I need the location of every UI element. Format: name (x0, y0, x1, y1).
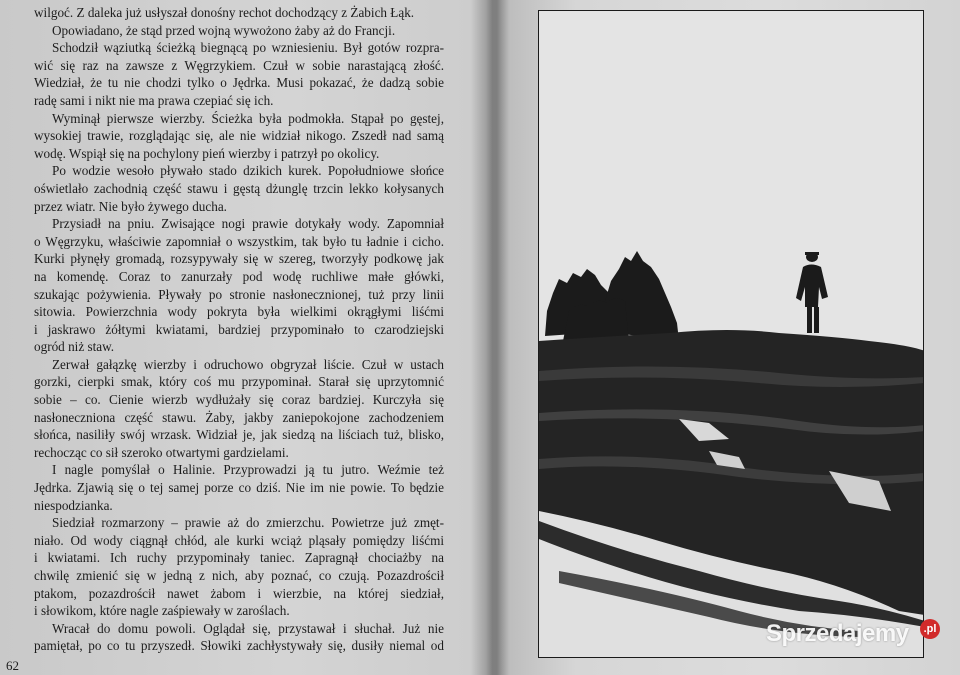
text-line: Przysiadł na pniu. Zwisające nogi prawie dotykały wody. Zapomniał (52, 216, 444, 232)
text-line: i słowikom, które nagle zaśpiewały w zaroślach. (34, 603, 290, 619)
text-line: wysokiej trawie, rozglądając się, ale nie widział nikogo. Zszedł nad samą (34, 128, 444, 144)
text-line: pamiętał, po co tu przyszedł. Słowiki zachłystywały się, dusiły niemal od (34, 638, 444, 654)
text-line: radę sami i nikt nie ma prawa czepiać się ich. (34, 92, 274, 108)
text-line: chwilę zmienić się w jedną z nich, aby poznać, co czują. Pozazdrościł (34, 568, 444, 583)
text-line: wić się raz na zawsze z Węgrzykiem. Czuł w sobie narastającą złość. (34, 57, 444, 73)
text-line: Siedział rozmarzony – prawie aż do zmierzchu. Powietrze już zmęt- (52, 515, 444, 531)
text-line: wilgoć. Z daleka już usłyszał donośny rechot dochodzący z Żabich Łąk. (34, 5, 415, 20)
text-line: niało. Od wody ciągnął chłód, ale kurki wciąż pląsały pomiędzy liśćmi (34, 532, 444, 548)
page-number: 62 (6, 658, 19, 673)
watermark-text: Sprzedajemy (766, 620, 909, 647)
text-line: Wyminął pierwsze wierzby. Ścieżka była podmokła. Stąpał po gęstej, (52, 110, 444, 126)
text-line: niespodzianka. (34, 497, 113, 513)
text-line: oświetlało zachodnią część stawu i gęstą dżunglę trzcin lekko kołysanych (34, 180, 444, 196)
text-line: wodę. Wspiął się na pochylony pień wierzby i patrzył po okolicy. (34, 145, 380, 161)
text-line: Schodził wąziutką ścieżką biegnącą po wzniesieniu. Był gotów rozpra- (52, 40, 444, 56)
illustration (538, 10, 924, 658)
text-line: na komendę. Coraz to zanurzały pod wodę ruchliwe małe główki, (34, 268, 444, 284)
text-line: Zerwał gałązkę wierzby i odruchowo obgryzał liście. Czuł w ustach (52, 356, 444, 372)
text-line: i kwiatami. Ich ruchy przypominały taniec. Zapragnął chociażby na (34, 550, 444, 566)
text-line: i jaskrawo żółtymi kwiatami, bardziej przypominało to czarodziejski (34, 321, 444, 337)
book-gutter-shadow (486, 0, 510, 675)
body-text (34, 4, 444, 655)
text-line: szukając pożywienia. Pływały po stronie nasłonecznionej, tuż przy linii (34, 286, 444, 302)
text-line: sobie – co. Cienie wierzb wydłużały się coraz bardziej. Kurczyła się (34, 392, 444, 408)
text-line: Po wodzie wesoło pływało stado dzikich kurek. Popołudniowe słońce (52, 163, 444, 179)
text-line: ptakom, pozazdrościł nawet żabom i wierzbie, na której siedział, (34, 585, 444, 601)
text-line: przez wiatr. Nie było żywego ducha. (34, 198, 227, 214)
text-line: Opowiadano, że stąd przed wojną wywożono żaby aż do Francji. (52, 22, 396, 38)
text-line: Wiedział, że tu nie chodzi tylko o Jędrka. Musi pokazać, że dadzą sobie (34, 75, 444, 91)
text-line: ogród niż staw. (34, 339, 115, 355)
text-line: słońca, nasiliły swój wrzask. Widział je, jak siedzą na liściach tuż, blisko, (34, 427, 444, 443)
illustration-drawing (539, 11, 924, 658)
text-line: sitowia. Powierzchnia wody pokryta była wielkimi okrągłymi liśćmi (34, 304, 444, 320)
text-line: Jędrka. Zjawią się o tej samej porze co dziś. Nie im nie powie. To będzie (34, 480, 444, 496)
text-line: I nagle pomyślał o Halinie. Przyprowadzi ją tu jutro. Weźmie też (52, 462, 444, 478)
text-line: Wracał do domu powoli. Oglądał się, przystawał i słuchał. Już nie (52, 620, 444, 636)
watermark-badge: .pl (920, 619, 940, 639)
text-line: Kurki płynęły gromadą, rozsypywały się w szereg, tworzyły podkowę jak (34, 251, 444, 267)
text-line: o Węgrzyku, właściwie zapomniał o wszystkim, tak było tu ładnie i cicho. (34, 233, 444, 249)
text-line: nasłoneczniona część stawu. Żaby, jakby zaniepokojone zachodzeniem (34, 409, 444, 425)
text-line: rechocząc co sił szeroko otwartymi gardzielami. (34, 444, 289, 460)
text-line: gorzki, cierpki smak, który coś mu przypominał. Starał się uprzytomnić (34, 374, 444, 390)
field (539, 330, 924, 658)
